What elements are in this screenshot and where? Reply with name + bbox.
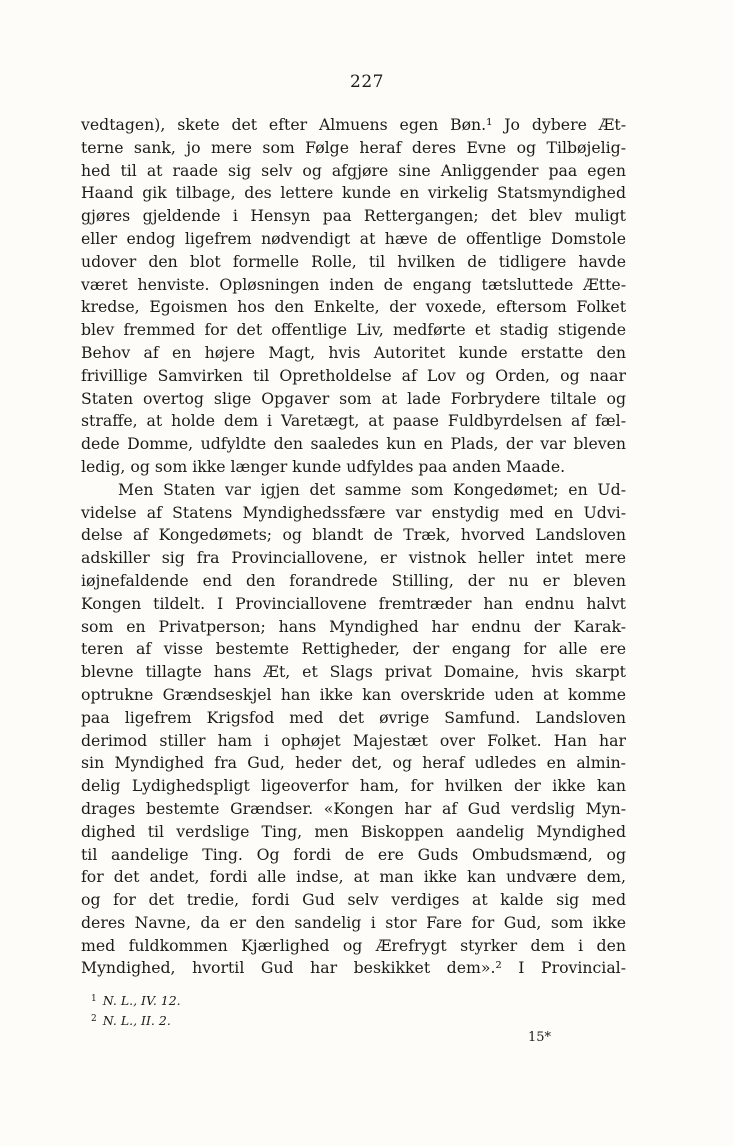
text-line: hed til at raade sig selv og afgjøre sine Anliggender paa egen [81, 160, 626, 180]
footnote-text: N. L., II. 2. [102, 1013, 171, 1028]
footnote-text: N. L., IV. 12. [102, 993, 181, 1008]
footnote [91, 990, 181, 1010]
text-line: kredse, Egoismen hos den Enkelte, der voxede, eftersom Folket [81, 297, 626, 317]
text-line: vedtagen), skete det efter Almuens egen Bøn.¹ Jo dybere Æt- [81, 115, 626, 134]
text-line: eller endog ligefrem nødvendigt at hæve de offentlige Domstole [81, 228, 626, 248]
text-line: dighed til verdslige Ting, men Biskoppen aandelig Myndighed [81, 821, 626, 841]
footnote [91, 1010, 181, 1030]
text-line: med fuldkommen Kjærlighed og Ærefrygt styrker dem i den [81, 935, 626, 955]
text-line: sin Myndighed fra Gud, heder det, og heraf udledes en almin- [81, 753, 626, 773]
text-line: optrukne Grændseskjel han ikke kan overskride uden at komme [81, 684, 626, 704]
text-line: Kongen tildelt. I Provinciallovene fremtræder han endnu halvt [81, 593, 626, 613]
text-line: til aandelige Ting. Og fordi de ere Guds Ombudsmænd, og [81, 844, 626, 864]
footnote-marker: 1 [91, 994, 97, 1004]
text-line: paa ligefrem Krigsfod med det øvrige Samfund. Landsloven [81, 707, 626, 727]
text-line: teren af visse bestemte Rettigheder, der engang for alle ere [81, 639, 626, 659]
text-line: delig Lydighedspligt ligeoverfor ham, for hvilken der ikke kan [81, 776, 626, 796]
text-line: udover den blot formelle Rolle, til hvilken de tidligere havde [81, 251, 626, 271]
text-line: straffe, at holde dem i Varetægt, at paase Fuldbyrdelsen af fæl- [81, 411, 626, 431]
page-number: 227 [350, 72, 384, 92]
text-line: drages bestemte Grændser. «Kongen har af Gud verdslig Myn- [81, 798, 626, 818]
body-text [81, 114, 626, 980]
text-line: frivillige Samvirken til Opretholdelse af Lov og Orden, og naar [81, 365, 626, 385]
text-line: dede Domme, udfyldte den saaledes kun en Plads, der var bleven [81, 434, 626, 454]
text-line: for det andet, fordi alle indse, at man ikke kan undvære dem, [81, 867, 626, 887]
footnotes [91, 990, 181, 1030]
text-line: Men Staten var igjen det samme som Kongedømet; en Ud- [118, 479, 626, 499]
text-line: Myndighed, hvortil Gud har beskikket dem».² I Provincial- [81, 958, 626, 978]
text-line: Haand gik tilbage, des lettere kunde en virkelig Statsmyndighed [81, 183, 626, 203]
text-line: terne sank, jo mere som Følge heraf deres Evne og Tilbøjelig- [81, 137, 626, 157]
text-line: delse af Kongedømets; og blandt de Træk, hvorved Landsloven [81, 525, 626, 545]
text-line: iøjnefaldende end den forandrede Stilling, der nu er bleven [81, 570, 626, 590]
text-line: og for det tredie, fordi Gud selv verdiges at kalde sig med [81, 890, 626, 910]
text-line: videlse af Statens Myndighedssfære var enstydig med en Udvi- [81, 502, 626, 522]
text-line: blevne tillagte hans Æt, et Slags privat Domaine, hvis skarpt [81, 662, 626, 682]
footnote-marker: 2 [91, 1014, 97, 1024]
text-line: derimod stiller ham i ophøjet Majestæt over Folket. Han har [81, 730, 626, 750]
text-line: som en Privatperson; hans Myndighed har endnu der Karak- [81, 616, 626, 636]
text-line: blev fremmed for det offentlige Liv, medførte et stadig stigende [81, 320, 626, 340]
text-line: Staten overtog slige Opgaver som at lade Forbrydere tiltale og [81, 388, 626, 408]
text-line: Behov af en højere Magt, hvis Autoritet kunde erstatte den [81, 342, 626, 362]
signature-mark: 15* [528, 1030, 552, 1045]
text-line: adskiller sig fra Provinciallovene, er vistnok heller intet mere [81, 548, 626, 568]
text-line: ledig, og som ikke længer kunde udfyldes paa anden Maade. [81, 456, 566, 476]
text-line: været henviste. Opløsningen inden de engang tætsluttede Ætte- [81, 274, 626, 294]
text-line: deres Navne, da er den sandelig i stor Fare for Gud, som ikke [81, 912, 626, 932]
text-line: gjøres gjeldende i Hensyn paa Rettergangen; det blev muligt [81, 206, 626, 226]
